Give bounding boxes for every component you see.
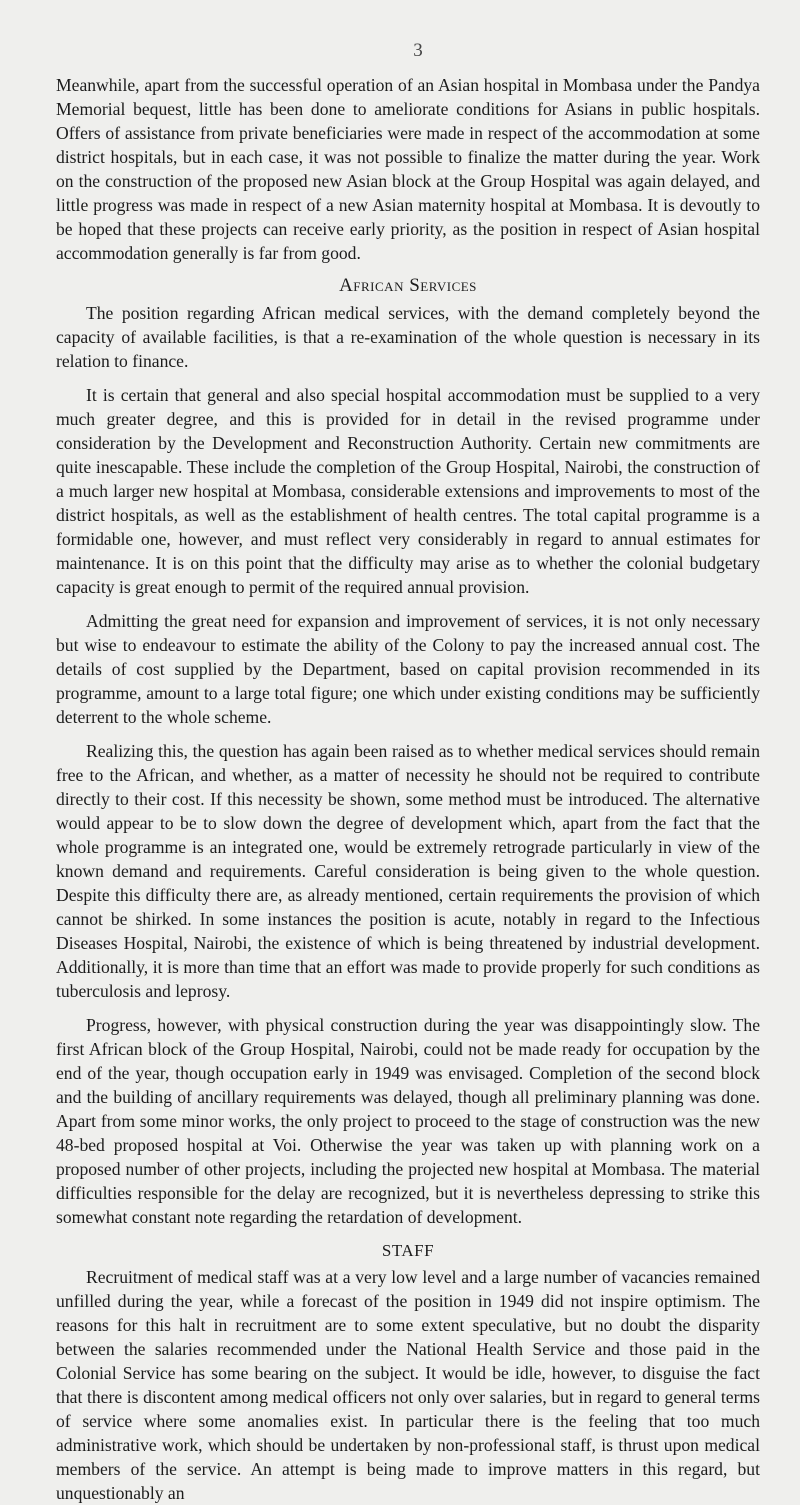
heading-staff: STAFF: [381, 1241, 435, 1260]
paragraph-accommodation: It is certain that general and also special hospital accommodation must be supplied to a very much greater degree, and this is provided for in detail in the revised programme under consideration by the Development and Reconstruction Authority. Certain new commitments are quite inescapable. These include the completion of the Group Hospital, Nairobi, the construction of a much larger new hospital at Mombasa, considerable extensions and improvements to most of the district hospitals, as well as the establishment of health centres. The total capital programme is a formidable one, however, and must reflect very considerably in regard to annual estimates for maintenance. It is on this point that the difficulty may arise as to whether the colonial budgetary capacity is great enough to permit of the required annual provision.: [56, 385, 760, 597]
paragraph-asian-hospitals: Meanwhile, apart from the successful operation of an Asian hospital in Mombasa under the Pandya Memorial bequest, little has been done to ameliorate conditions for Asians in public hospitals. Offers of assistance from private beneficiaries were made in respect of the accommodation at some district hospitals, but in each case, it was not possible to finalize the matter during the year. Work on the construction of the proposed new Asian block at the Group Hospital was again delayed, and little progress was made in respect of a new Asian maternity hospital at Mombasa. It is devoutly to be hoped that these projects can receive early priority, as the position in respect of Asian hospital accommodation generally is far from good.: [56, 75, 760, 263]
page-number: 3: [413, 40, 423, 61]
paragraph-free-services: Realizing this, the question has again been raised as to whether medical services should remain free to the African, and whether, as a matter of necessity he should not be required to contribute directly to their cost. If this necessity be shown, some method must be introduced. The alternative would appear to be to slow down the degree of development which, apart from the fact that the whole programme is an integrated one, would be extremely retrograde particularly in view of the known demand and requirements. Careful consideration is being given to the whole question. Despite this difficulty there are, as already mentioned, certain requirements the provision of which cannot be shirked. In some instances the position is acute, notably in regard to the Infectious Diseases Hospital, Nairobi, the existence of which is being threatened by industrial development. Additionally, it is more than time that an effort was made to provide properly for such conditions as tuberculosis and leprosy.: [56, 741, 760, 1001]
paragraph-african-position: The position regarding African medical services, with the demand completely beyond the capacity of available facilities, is that a re-examination of the whole question is necessary in its relation to finance.: [56, 303, 760, 371]
paragraph-construction-progress: Progress, however, with physical construction during the year was disappointingly slow. The first African block of the Group Hospital, Nairobi, could not be made ready for occupation by the end of the year, though occupation early in 1949 was envisaged. Completion of the second block and the building of ancillary requirements was delayed, though all preliminary planning was done. Apart from some minor works, the only project to proceed to the stage of construction was the new 48-bed proposed hospital at Voi. Otherwise the year was taken up with planning work on a proposed number of other projects, including the projected new hospital at Mombasa. The material difficulties responsible for the delay are recognized, but it is nevertheless depressing to strike this somewhat constant note regarding the retardation of development.: [56, 1015, 760, 1227]
paragraph-cost-estimate: Admitting the great need for expansion and improvement of services, it is not only necessary but wise to endeavour to estimate the ability of the Colony to pay the increased annual cost. The details of cost supplied by the Department, based on capital provision recommended in its programme, amount to a large total figure; one which under existing conditions may be sufficiently deterrent to the whole scheme.: [56, 611, 760, 727]
heading-african-services: African Services: [339, 275, 477, 296]
paragraph-recruitment: Recruitment of medical staff was at a very low level and a large number of vacancies remained unfilled during the year, while a forecast of the position in 1949 did not inspire optimism. The reasons for this halt in recruitment are to some extent speculative, but no doubt the disparity between the salaries recommended under the National Health Service and those paid in the Colonial Service has some bearing on the subject. It would be idle, however, to disguise the fact that there is discontent among medical officers not only over salaries, but in regard to general terms of service where some anomalies exist. In particular there is the feeling that too much administrative work, which should be undertaken by non-professional staff, is thrust upon medical members of the service. An attempt is being made to improve matters in this regard, but unquestionably an: [56, 1267, 760, 1503]
